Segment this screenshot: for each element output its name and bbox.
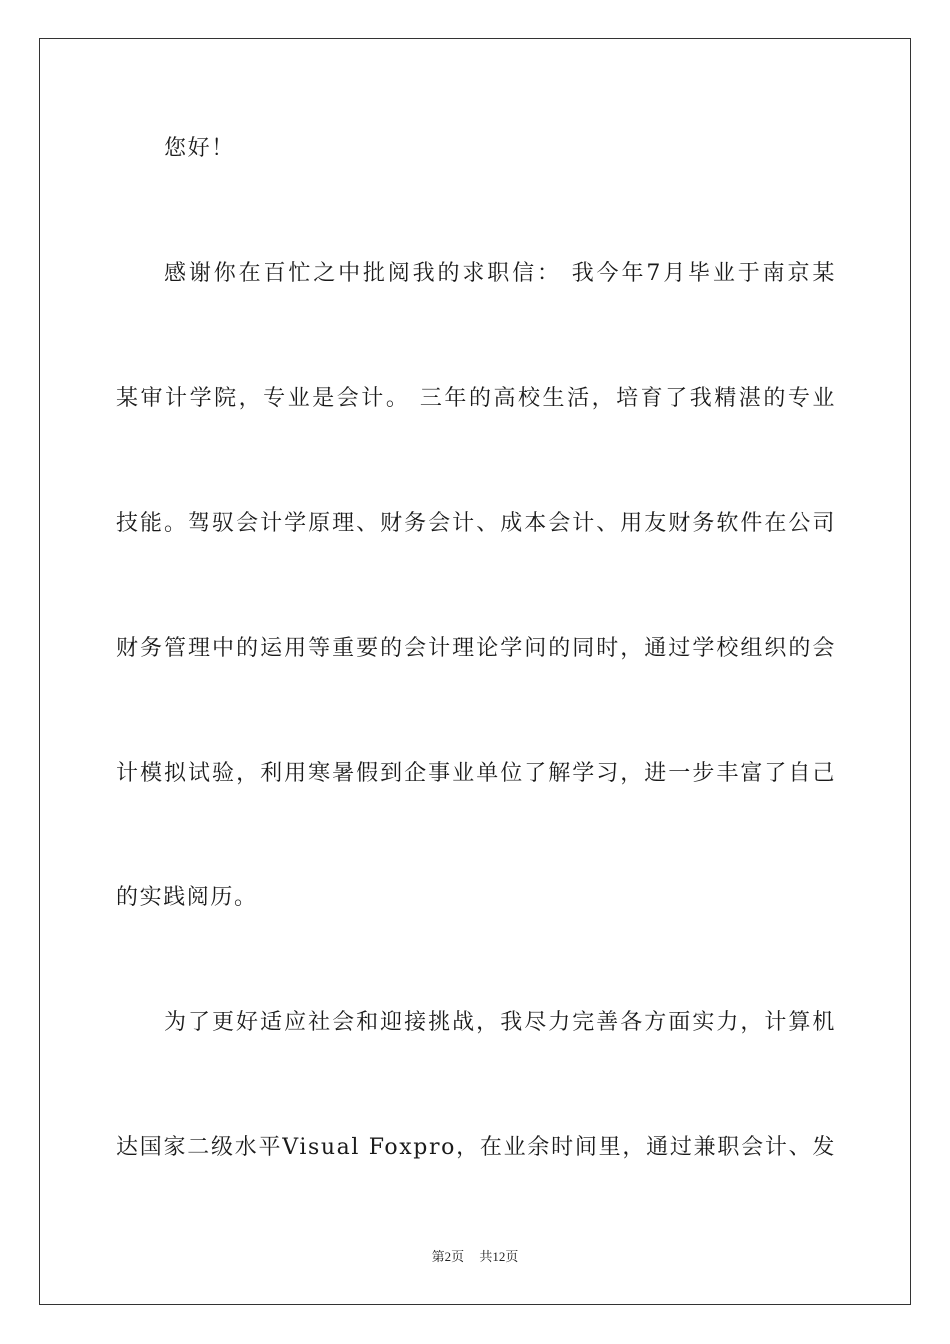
body-line: 感谢你在百忙之中批阅我的求职信： 我今年7月毕业于南京某 xyxy=(164,261,836,286)
page-number-total: 共12页 xyxy=(479,1249,519,1264)
page-border xyxy=(39,38,911,1305)
body-line: 技能。驾驭会计学原理、财务会计、成本会计、用友财务软件在公司 xyxy=(116,511,836,536)
body-line: 计模拟试验，利用寒暑假到企事业单位了解学习，进一步丰富了自己 xyxy=(116,761,836,786)
body-line: 的实践阅历。 xyxy=(116,885,258,910)
body-line: 为了更好适应社会和迎接挑战，我尽力完善各方面实力，计算机 xyxy=(164,1010,836,1035)
body-line: 达国家二级水平Visual Foxpro，在业余时间里，通过兼职会计、发 xyxy=(116,1135,836,1160)
page-footer xyxy=(0,1246,950,1265)
body-line: 财务管理中的运用等重要的会计理论学问的同时，通过学校组织的会 xyxy=(116,636,836,661)
page-number-current: 第2页 xyxy=(431,1249,465,1264)
greeting-line: 您好！ xyxy=(164,136,235,161)
body-line: 某审计学院，专业是会计。 三年的高校生活，培育了我精湛的专业 xyxy=(116,386,836,411)
